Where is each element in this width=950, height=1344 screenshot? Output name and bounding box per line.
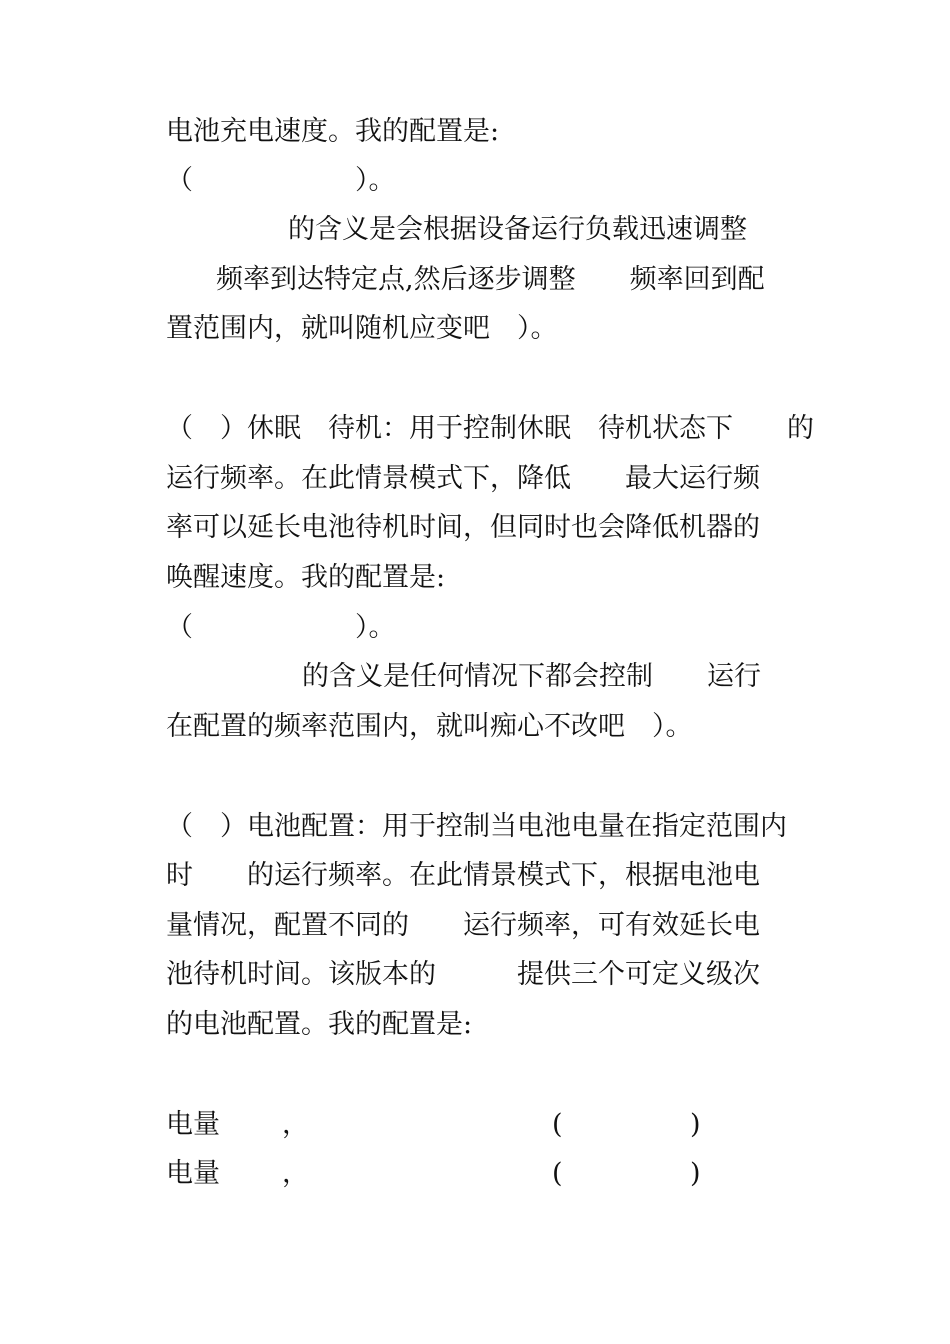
text-line: 运行频率。在此情景模式下，降低 最大运行频	[166, 463, 760, 494]
battery-label: 电量	[166, 1109, 220, 1140]
paren-open: (	[552, 1158, 563, 1189]
text-line: 的含义是会根据设备运行负载迅速调整	[288, 214, 747, 245]
text-line: 量情况，配置不同的 运行频率，可有效延长电	[166, 910, 760, 941]
paren-close: )	[690, 1109, 701, 1140]
text-line: 的电池配置。我的配置是:	[166, 1009, 473, 1040]
text-line: （ ）休眠 待机：用于控制休眠 待机状态下 的	[166, 413, 814, 444]
battery-comma: ，	[282, 1158, 309, 1189]
text-line: （ ）电池配置：用于控制当电池电量在指定范围内	[166, 811, 787, 842]
text-line: （ ）。	[166, 612, 396, 643]
text-line: 时 的运行频率。在此情景模式下，根据电池电	[166, 860, 760, 891]
text-line: 频率到达特定点,然后逐步调整 频率回到配	[216, 264, 765, 295]
text-line: 置范围内，就叫随机应变吧 ）。	[166, 313, 558, 344]
text-line: 在配置的频率范围内，就叫痴心不改吧 ）。	[166, 711, 693, 742]
battery-comma: ，	[282, 1109, 309, 1140]
paren-open: (	[552, 1109, 563, 1140]
paren-close: )	[690, 1158, 701, 1189]
text-line: 唤醒速度。我的配置是:	[166, 562, 446, 593]
battery-label: 电量	[166, 1158, 220, 1189]
text-line: 的含义是任何情况下都会控制 运行	[302, 661, 761, 692]
text-line: 率可以延长电池待机时间，但同时也会降低机器的	[166, 512, 760, 543]
text-line: 池待机时间。该版本的 提供三个可定义级次	[166, 959, 760, 990]
text-line: 电池充电速度。我的配置是:	[166, 116, 500, 147]
text-line: （ ）。	[166, 165, 396, 196]
